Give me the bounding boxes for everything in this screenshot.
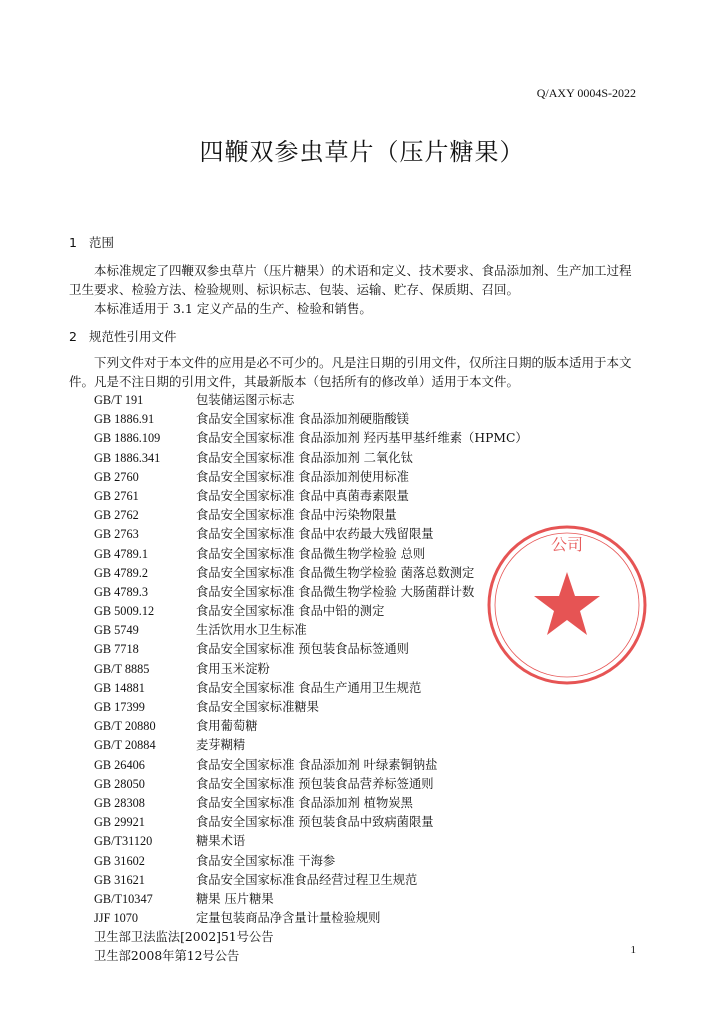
reference-item	[94, 736, 528, 755]
reference-name: 食品安全国家标准 食品中真菌毒素限量	[196, 488, 409, 503]
reference-item	[94, 947, 528, 966]
reference-item	[94, 621, 528, 640]
reference-code: GB 4789.3	[94, 584, 148, 599]
reference-code: GB 1886.109	[94, 431, 161, 446]
scope-line-1: 本标准规定了四鞭双参虫草片（压片糖果）的术语和定义、技术要求、食品添加剂、生产加工过程	[94, 263, 632, 278]
reference-name: 食品安全国家标准糖果	[196, 700, 319, 714]
reference-name: 包装储运图示标志	[196, 393, 295, 407]
reference-code: GB 4789.2	[94, 565, 148, 580]
reference-code: 卫生部卫法监法[2002]51号公告	[94, 930, 274, 945]
reference-name: 食品安全国家标准 预包装食品标签通则	[196, 642, 409, 657]
reference-item	[94, 487, 528, 506]
reference-item	[94, 794, 528, 813]
reference-code: GB 7718	[94, 642, 139, 657]
reference-item	[94, 871, 528, 890]
reference-name: 糖果 压片糖果	[196, 891, 274, 906]
reference-code: GB/T 191	[94, 393, 144, 407]
reference-name: 食用葡萄糖	[196, 719, 258, 734]
reference-name: 定量包装商品净含量计量检验规则	[196, 911, 381, 926]
reference-code: GB/T10347	[94, 891, 153, 906]
reference-item	[94, 564, 528, 583]
reference-item	[94, 468, 528, 487]
reference-name: 食用玉米淀粉	[196, 661, 270, 676]
reference-code: JJF 1070	[94, 911, 139, 926]
reference-name: 食品安全国家标准 食品添加剂 植物炭黑	[196, 795, 413, 810]
reference-name: 食品安全国家标准 食品生产通用卫生规范	[196, 680, 422, 695]
references-intro	[69, 353, 644, 391]
reference-code: GB/T 20884	[94, 738, 156, 753]
reference-code: GB 31602	[94, 853, 145, 868]
reference-name: 糖果术语	[196, 834, 246, 849]
reference-name: 食品安全国家标准 食品中铅的测定	[196, 604, 385, 619]
reference-code: GB 31621	[94, 872, 145, 887]
reference-item	[94, 852, 528, 871]
reference-code: 卫生部2008年第12号公告	[94, 949, 240, 964]
reference-code: GB 28050	[94, 776, 145, 791]
reference-code: GB 1886.91	[94, 412, 155, 427]
reference-item	[94, 679, 528, 698]
reference-code: GB 1886.341	[94, 450, 161, 465]
reference-item	[94, 775, 528, 794]
reference-name: 食品安全国家标准 食品添加剂使用标准	[196, 469, 409, 484]
reference-item	[94, 506, 528, 525]
reference-item	[94, 583, 528, 602]
reference-name: 食品安全国家标准 食品中农药最大残留限量	[196, 527, 434, 542]
reference-item	[94, 525, 528, 544]
scope-line-2: 卫生要求、检验方法、检验规则、标识标志、包装、运输、贮存、保质期、召回。	[69, 282, 520, 297]
reference-code: GB 14881	[94, 680, 145, 695]
reference-code: GB 4789.1	[94, 546, 148, 561]
reference-item	[94, 890, 528, 909]
reference-name: 食品安全国家标准 预包装食品中致病菌限量	[196, 815, 434, 830]
seal-text: 公司	[550, 535, 584, 554]
reference-item	[94, 545, 528, 564]
reference-code: GB 2762	[94, 508, 139, 523]
reference-item	[94, 756, 528, 775]
reference-item	[94, 909, 528, 928]
reference-code: GB 29921	[94, 815, 145, 830]
intro-line-1: 下列文件对于本文件的应用是必不可少的。凡是注日期的引用文件，仅所注日期的版本适用于本文	[94, 355, 632, 370]
section-title: 范围	[89, 235, 115, 250]
reference-name: 食品安全国家标准 食品微生物学检验 总则	[196, 546, 426, 561]
applicability-line: 本标准适用于 3.1 定义产品的生产、检验和销售。	[94, 301, 372, 316]
document-title: 四鞭双参虫草片（压片糖果）	[199, 138, 525, 166]
reference-code: GB 5749	[94, 623, 139, 638]
section-title: 规范性引用文件	[89, 329, 177, 344]
reference-name: 食品安全国家标准 食品添加剂 二氧化钛	[196, 450, 413, 465]
reference-name: 食品安全国家标准 食品中污染物限量	[196, 508, 397, 523]
reference-code: GB 2761	[94, 488, 139, 503]
reference-name: 麦芽糊精	[196, 738, 246, 753]
scope-paragraph	[69, 261, 644, 318]
reference-code: GB/T 20880	[94, 719, 156, 734]
reference-code: GB/T 8885	[94, 661, 150, 676]
reference-code: GB 26406	[94, 757, 145, 772]
page-number: 1	[630, 944, 636, 956]
reference-code: GB/T31120	[94, 834, 153, 849]
reference-item	[94, 813, 528, 832]
intro-line-2: 件。凡是不注日期的引用文件，其最新版本（包括所有的修改单）适用于本文件。	[69, 374, 520, 389]
reference-item	[94, 660, 528, 679]
document-code: Q/AXY 0004S-2022	[536, 86, 636, 100]
reference-item	[94, 429, 528, 448]
reference-list	[94, 391, 528, 967]
reference-name: 食品安全国家标准 食品微生物学检验 大肠菌群计数	[196, 584, 475, 599]
reference-name: 食品安全国家标准 干海参	[196, 853, 336, 868]
reference-name: 食品安全国家标准 食品添加剂硬脂酸镁	[196, 412, 409, 427]
reference-code: GB 5009.12	[94, 604, 155, 619]
reference-item	[94, 640, 528, 659]
reference-item	[94, 410, 528, 429]
reference-name: 生活饮用水卫生标准	[196, 623, 307, 638]
section-number: 2	[69, 329, 77, 344]
section-2-heading	[69, 327, 177, 345]
section-number: 1	[69, 235, 77, 250]
reference-item	[94, 449, 528, 468]
reference-name: 食品安全国家标准 预包装食品营养标签通则	[196, 776, 434, 791]
reference-name: 食品安全国家标准 食品添加剂 羟丙基甲基纤维素（HPMC）	[196, 431, 528, 446]
reference-item	[94, 832, 528, 851]
reference-name: 食品安全国家标准 食品微生物学检验 菌落总数测定	[196, 565, 475, 580]
seal-star-icon	[534, 572, 600, 635]
reference-item	[94, 717, 528, 736]
reference-item	[94, 602, 528, 621]
section-1-heading	[69, 233, 114, 251]
company-seal	[482, 520, 652, 690]
reference-code: GB 2760	[94, 469, 139, 484]
reference-name: 食品安全国家标准 食品添加剂 叶绿素铜钠盐	[196, 757, 438, 772]
reference-code: GB 17399	[94, 700, 145, 714]
reference-item	[94, 928, 528, 947]
reference-code: GB 28308	[94, 795, 145, 810]
reference-code: GB 2763	[94, 527, 139, 542]
reference-item	[94, 698, 528, 717]
reference-item	[94, 391, 528, 410]
reference-name: 食品安全国家标准食品经营过程卫生规范	[196, 872, 418, 887]
